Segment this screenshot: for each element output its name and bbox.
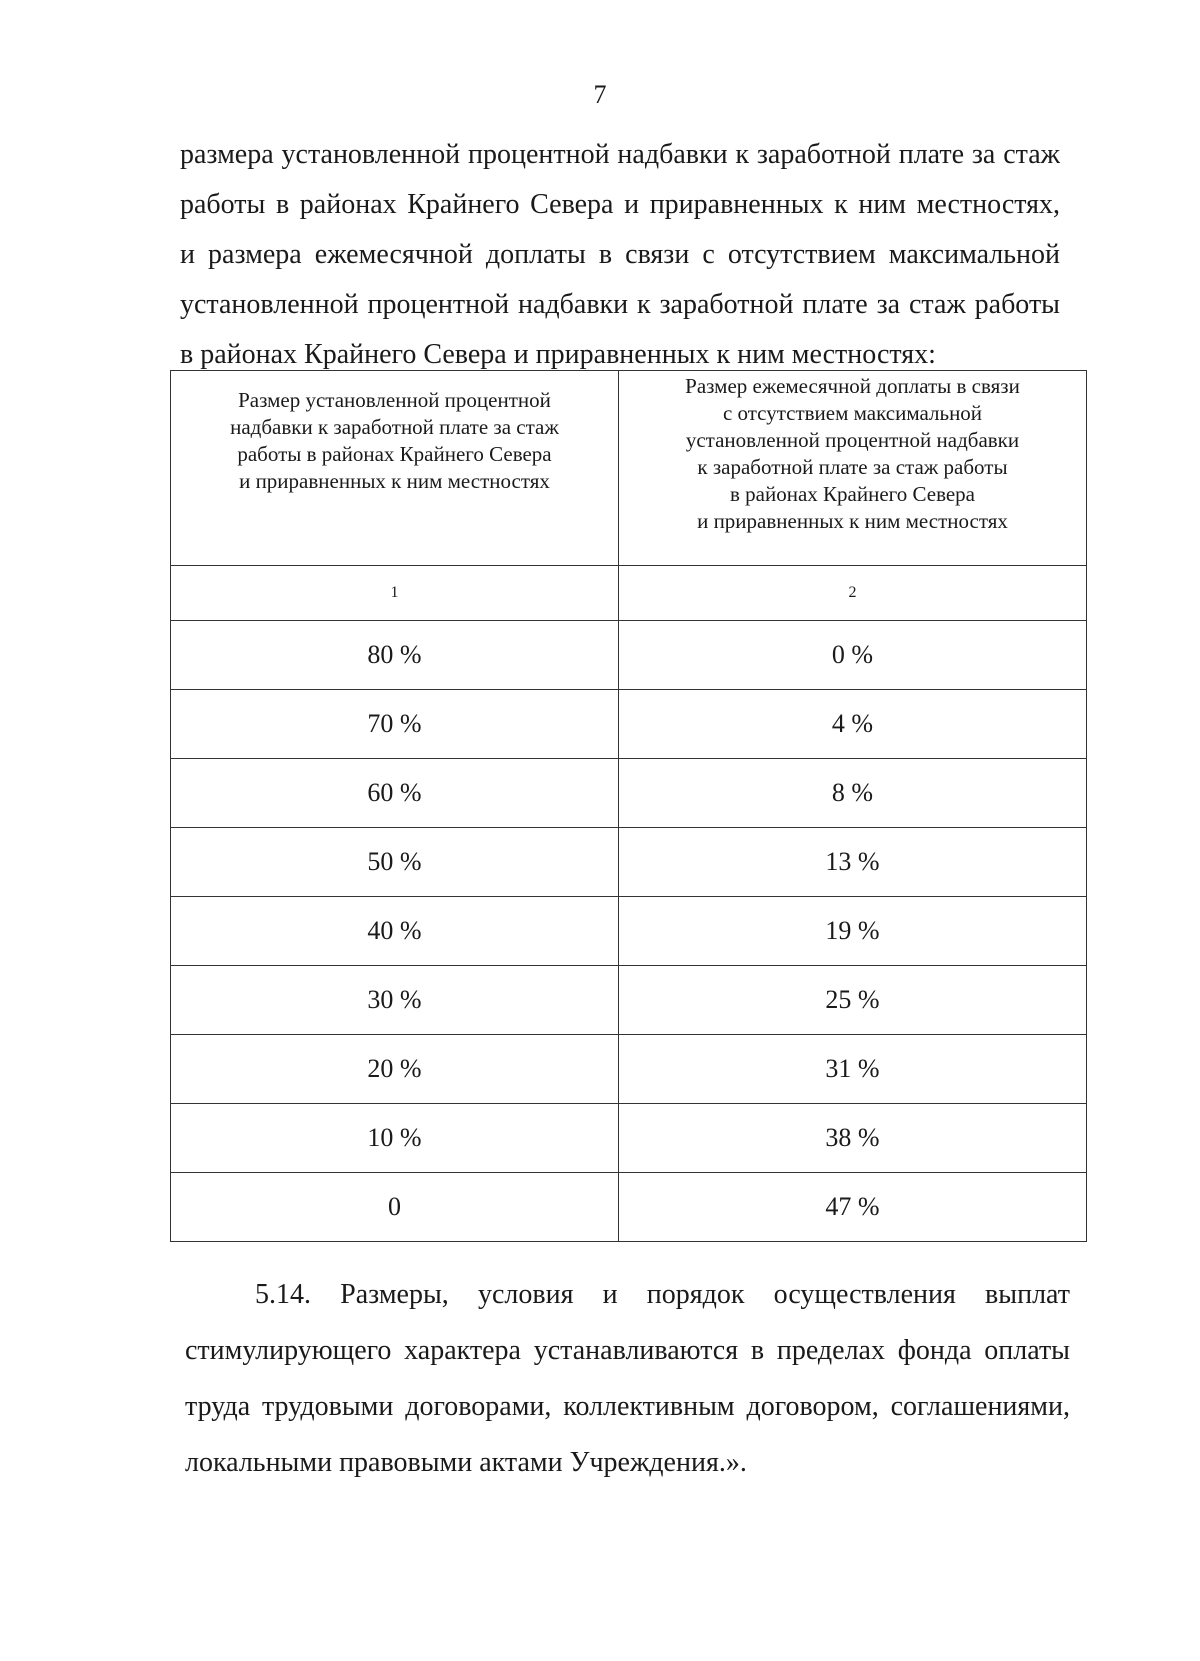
column-number-row: [171, 566, 1087, 621]
table-row: [171, 1104, 1087, 1173]
intro-line: и размера ежемесячной доплаты в связи с отсутствием максимальной: [180, 239, 1060, 270]
table-row: [171, 966, 1087, 1035]
header-text-line: Размер установленной процентной: [238, 388, 551, 412]
clause-line: 5.14. Размеры, условия и порядок осуществления выплат: [255, 1279, 1070, 1310]
page-number: 7: [593, 80, 607, 109]
allowance-cell: 80 %: [171, 621, 619, 690]
payment-cell: 38 %: [619, 1104, 1087, 1173]
table-row: [171, 897, 1087, 966]
allowance-cell: 30 %: [171, 966, 619, 1035]
header-text-line: надбавки к заработной плате за стаж: [230, 415, 559, 439]
allowance-cell: 70 %: [171, 690, 619, 759]
intro-paragraph: [180, 130, 1060, 380]
allowance-cell: 0: [171, 1173, 619, 1242]
header-text-line: Размер ежемесячной доплаты в связи: [685, 374, 1020, 398]
table-header-row: [171, 371, 1087, 566]
table-row: [171, 759, 1087, 828]
table-row: [171, 1035, 1087, 1104]
header-text-line: в районах Крайнего Севера: [729, 482, 976, 506]
intro-line: в районах Крайнего Севера и приравненных к ним местностях:: [180, 339, 936, 370]
table-row: [171, 690, 1087, 759]
header-text-line: и приравненных к ним местностях: [239, 469, 550, 493]
clause-line: стимулирующего характера устанавливаются в пределах фонда оплаты: [185, 1335, 1070, 1366]
table-row: [171, 828, 1087, 897]
payment-cell: 13 %: [619, 828, 1087, 897]
allowance-cell: 40 %: [171, 897, 619, 966]
header-text-line: с отсутствием максимальной: [722, 401, 983, 425]
payment-cell: 31 %: [619, 1035, 1087, 1104]
payment-cell: 47 %: [619, 1173, 1087, 1242]
clause-line: локальными правовыми актами Учреждения.».: [185, 1447, 747, 1478]
header-payment-cell: [619, 371, 1087, 566]
allowance-cell: 50 %: [171, 828, 619, 897]
rates-table-container: [170, 370, 1086, 1242]
payment-cell: 4 %: [619, 690, 1087, 759]
header-text-line: работы в районах Крайнего Севера: [237, 442, 552, 466]
table-row: [171, 621, 1087, 690]
header-text-line: установленной процентной надбавки: [685, 428, 1020, 452]
intro-line: работы в районах Крайнего Севера и приравненных к ним местностях,: [180, 189, 1060, 220]
clause-line: труда трудовыми договорами, коллективным договором, соглашениями,: [185, 1391, 1070, 1422]
allowance-cell: 60 %: [171, 759, 619, 828]
column-number: 2: [619, 566, 1087, 621]
payment-cell: 19 %: [619, 897, 1087, 966]
payment-cell: 8 %: [619, 759, 1087, 828]
clause-5-14-paragraph: [185, 1267, 1070, 1491]
payment-cell: 25 %: [619, 966, 1087, 1035]
intro-line: размера установленной процентной надбавки к заработной плате за стаж: [180, 139, 1060, 170]
header-text-line: и приравненных к ним местностях: [697, 509, 1008, 533]
intro-line: установленной процентной надбавки к заработной плате за стаж работы: [180, 289, 1060, 320]
header-text-line: к заработной плате за стаж работы: [697, 455, 1008, 479]
rates-table: [170, 370, 1087, 1242]
allowance-cell: 20 %: [171, 1035, 619, 1104]
payment-cell: 0 %: [619, 621, 1087, 690]
header-allowance-cell: [171, 371, 619, 566]
allowance-cell: 10 %: [171, 1104, 619, 1173]
column-number: 1: [171, 566, 619, 621]
table-row: [171, 1173, 1087, 1242]
